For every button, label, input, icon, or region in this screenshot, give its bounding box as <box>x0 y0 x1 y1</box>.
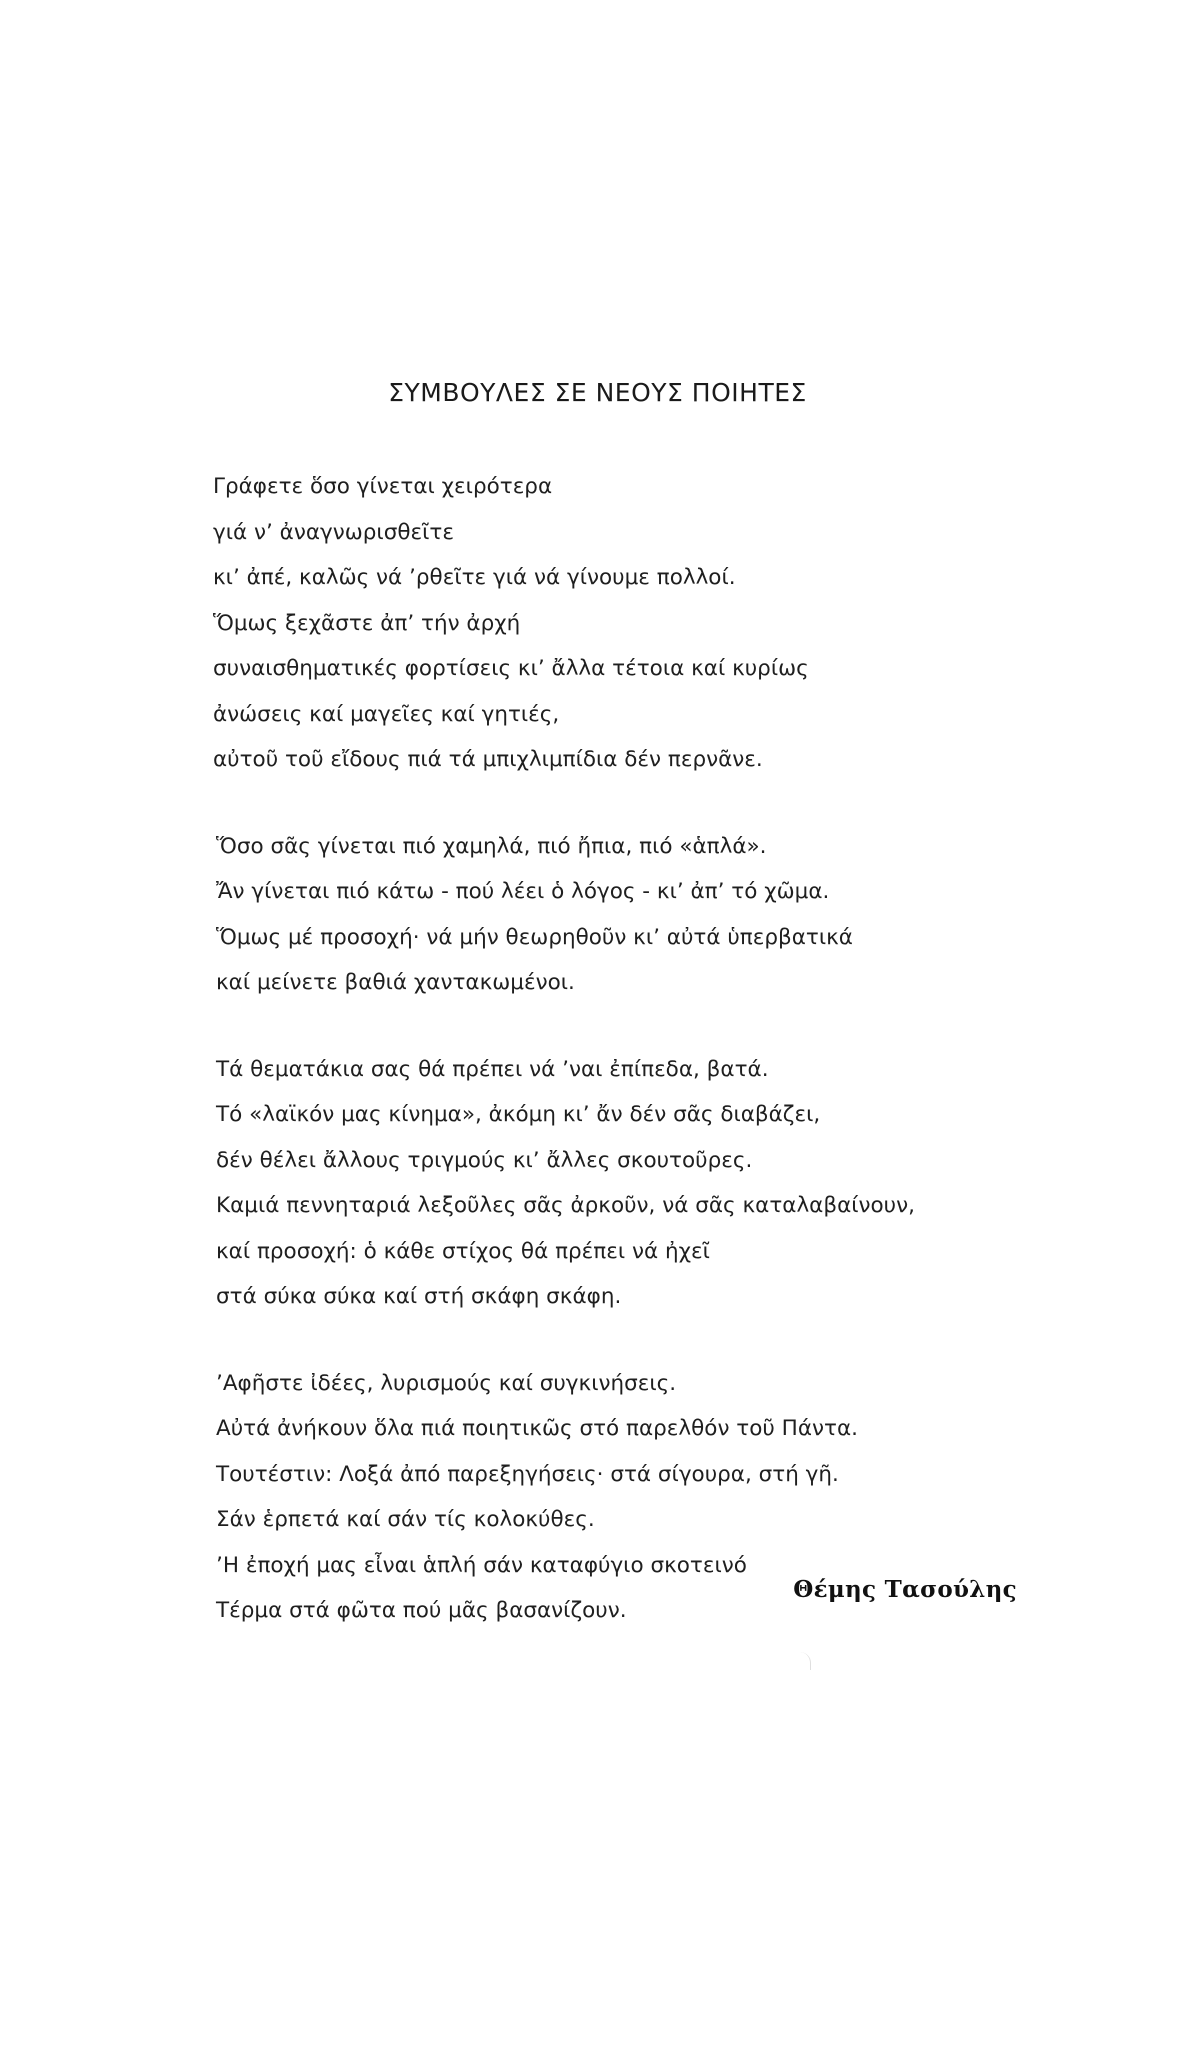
poem-title: ΣΥΜΒΟΥΛΕΣ ΣΕ ΝΕΟΥΣ ΠΟΙΗΤΕΣ <box>388 378 807 407</box>
poem-line: ’Η ἐποχή μας εἶναι ἁπλή σάν καταφύγιο σκοτεινό <box>216 1552 747 1578</box>
poem-line: ’Αφῆστε ἰδέες, λυρισμούς καί συγκινήσεις. <box>216 1370 677 1396</box>
poem-line: δέν θέλει ἄλλους τριγμούς κι’ ἄλλες σκουτοῦρες. <box>216 1147 753 1173</box>
poem-line: ἀνώσεις καί μαγεῖες καί γητιές, <box>213 701 560 727</box>
poem-line: γιά ν’ ἀναγνωρισθεῖτε <box>213 519 454 545</box>
poem-line: Τό «λαϊκόν μας κίνημα», ἀκόμη κι’ ἄν δέν σᾶς διαβάζει, <box>216 1102 821 1127</box>
poem-line: Ὅμως μέ προσοχή· νά μήν θεωρηθοῦν κι’ αὐτά ὑπερβατικά <box>216 924 853 950</box>
poem-line: συναισθηματικές φορτίσεις κι’ ἄλλα τέτοια καί κυρίως <box>213 656 809 681</box>
poem-line: Τέρμα στά φῶτα πού μᾶς βασανίζουν. <box>216 1598 627 1623</box>
poem-line: καί μείνετε βαθιά χαντακωμένοι. <box>216 970 575 995</box>
poem-line: Ἄν γίνεται πιό κάτω - πού λέει ὁ λόγος - κι’ ἀπ’ τό χῶμα. <box>216 879 830 904</box>
poem-line: Ὅσο σᾶς γίνεται πιό χαμηλά, πιό ἤπια, πιό «ἁπλά». <box>216 833 767 859</box>
poem-line: Τά θεματάκια σας θά πρέπει νά ’ναι ἐπίπεδα, βατά. <box>216 1056 769 1082</box>
poem-line: Αὐτά ἀνήκουν ὅλα πιά ποιητικῶς στό παρελθόν τοῦ Πάντα. <box>216 1416 858 1441</box>
poem-line: αὐτοῦ τοῦ εἴδους πιά τά μπιχλιμπίδια δέν περνᾶνε. <box>213 747 763 772</box>
poem-line: Καμιά πεννηταριά λεξοῦλες σᾶς ἀρκοῦν, νά σᾶς καταλαβαίνουν, <box>216 1193 915 1218</box>
poem-line: στά σύκα σύκα καί στή σκάφη σκάφη. <box>216 1284 622 1309</box>
poem-line: καί προσοχή: ὁ κάθε στίχος θά πρέπει νά ἠχεῖ <box>216 1238 710 1264</box>
stanza-3 <box>213 1047 1113 1320</box>
author-signature: Θέμης Τασούλης <box>793 1576 1017 1603</box>
poem-line: Τουτέστιν: Λοξά ἀπό παρεξηγήσεις· στά σίγουρα, στή γῆ. <box>216 1461 839 1487</box>
poem-line: Σάν ἑρπετά καί σάν τίς κολοκύθες. <box>216 1507 595 1532</box>
stanza-1 <box>213 464 1113 783</box>
poem-line: κι’ ἀπέ, καλῶς νά ’ρθεῖτε γιά νά γίνουμε πολλοί. <box>213 565 736 590</box>
poem-body <box>213 464 1113 1675</box>
poem-line: Ὅμως ξεχᾶστε ἀπ’ τήν ἀρχή <box>213 610 521 636</box>
stanza-2 <box>213 824 1113 1006</box>
poem-line: Γράφετε ὅσο γίνεται χειρότερα <box>213 474 553 499</box>
